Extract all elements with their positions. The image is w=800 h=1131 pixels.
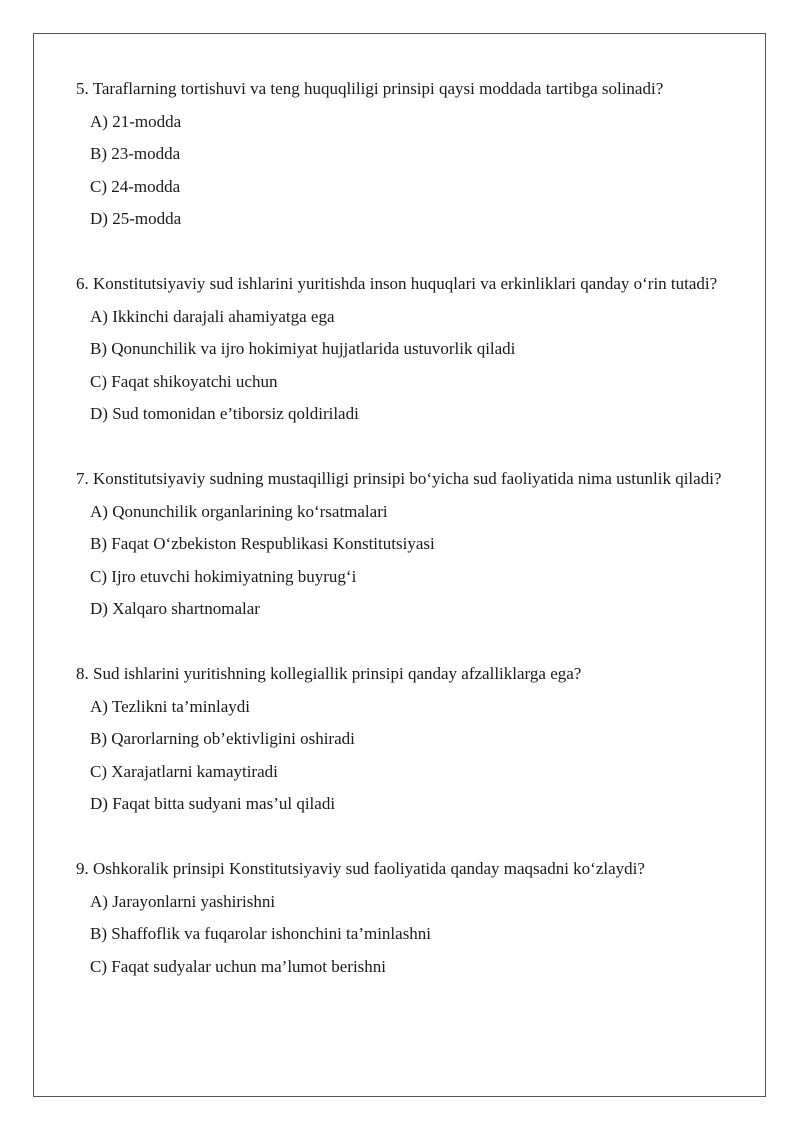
question-text: 8. Sud ishlarini yuritishning kollegiallik prinsipi qanday afzalliklarga ega? (76, 664, 582, 683)
option-b: B) Qonunchilik va ijro hokimiyat hujjatlarida ustuvorlik qiladi (90, 339, 516, 358)
option-d: D) Sud tomonidan e’tiborsiz qoldiriladi (90, 404, 359, 423)
question-9 (76, 853, 746, 983)
option-d: D) Xalqaro shartnomalar (90, 599, 260, 618)
answer-options (76, 301, 746, 431)
question-6 (76, 268, 746, 431)
option-a: A) Tezlikni ta’minlaydi (90, 696, 250, 716)
option-c: C) Faqat shikoyatchi uchun (90, 371, 278, 391)
answer-options (76, 106, 746, 236)
question-list (76, 73, 746, 1016)
question-8 (76, 658, 746, 821)
option-b: B) Faqat O‘zbekiston Respublikasi Konstitutsiyasi (90, 534, 435, 553)
option-a: A) 21-modda (90, 111, 182, 131)
question-text: 5. Taraflarning tortishuvi va teng huquqliligi prinsipi qaysi moddada tartibga solinadi? (76, 79, 664, 98)
option-b: B) Qarorlarning ob’ektivligini oshiradi (90, 729, 355, 748)
option-a: A) Jarayonlarni yashirishni (90, 891, 276, 911)
option-b: B) 23-modda (90, 144, 181, 163)
option-d: D) Faqat bitta sudyani mas’ul qiladi (90, 794, 336, 813)
question-5 (76, 73, 746, 236)
option-b: B) Shaffoflik va fuqarolar ishonchini ta’minlashni (90, 924, 432, 943)
option-c: C) Faqat sudyalar uchun ma’lumot berishni (90, 956, 387, 976)
option-a: A) Ikkinchi darajali ahamiyatga ega (90, 306, 335, 326)
option-d: D) 25-modda (90, 209, 182, 228)
option-c: C) Ijro etuvchi hokimiyatning buyrug‘i (90, 566, 357, 586)
answer-options (76, 496, 746, 626)
option-c: C) Xarajatlarni kamaytiradi (90, 761, 278, 781)
answer-options (76, 691, 746, 821)
option-a: A) Qonunchilik organlarining ko‘rsatmalari (90, 501, 388, 521)
answer-options (76, 886, 746, 984)
question-text: 9. Oshkoralik prinsipi Konstitutsiyaviy sud faoliyatida qanday maqsadni ko‘zlaydi? (76, 859, 645, 878)
question-text: 7. Konstitutsiyaviy sudning mustaqilligi prinsipi bo‘yicha sud faoliyatida nima ustunlik qiladi? (76, 469, 722, 488)
question-7 (76, 463, 746, 626)
question-text: 6. Konstitutsiyaviy sud ishlarini yuritishda inson huquqlari va erkinliklari qanday o‘rin tutadi? (76, 274, 718, 293)
option-c: C) 24-modda (90, 176, 181, 196)
